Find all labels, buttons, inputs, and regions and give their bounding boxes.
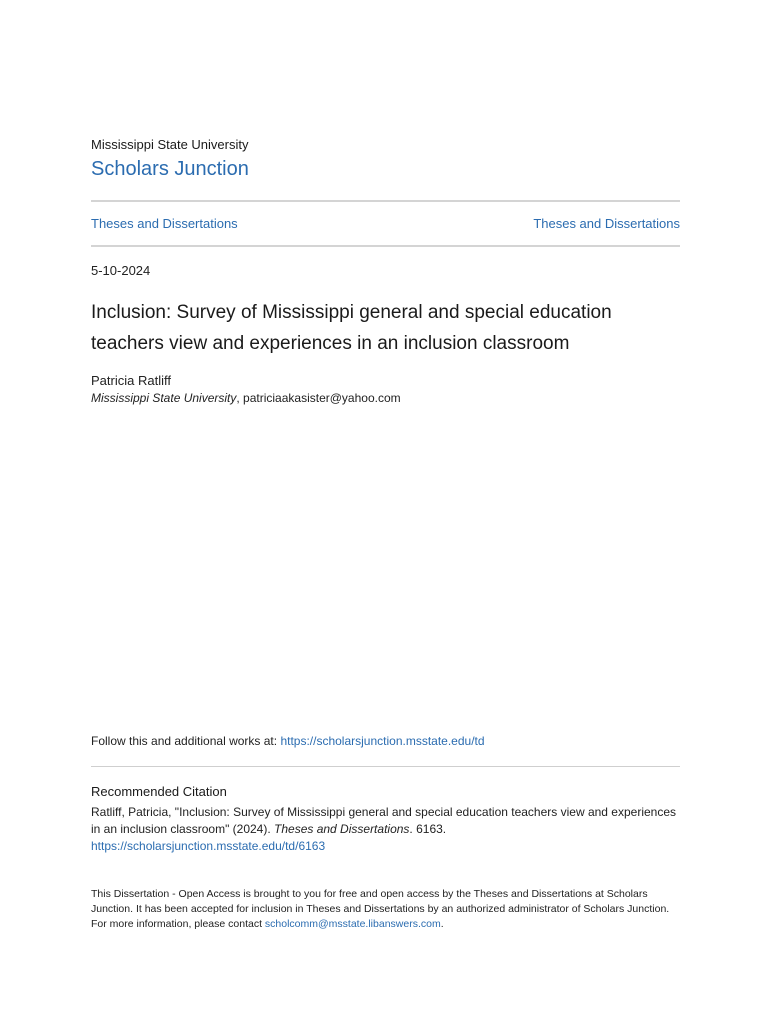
author-name: Patricia Ratliff [91,373,171,388]
affiliation-institution: Mississippi State University [91,391,237,405]
collection-divider [91,245,680,247]
citation-divider [91,766,680,767]
citation-body: Ratliff, Patricia, "Inclusion: Survey of Mississippi general and special education teachers view and experiences in an inclusion classroom" (2024). [91,805,677,836]
publication-date: 5-10-2024 [91,263,151,278]
follow-label: Follow this and additional works at: [91,734,281,748]
citation-number: . 6163. [409,822,447,836]
access-notice [91,887,680,932]
collection-link-left[interactable]: Theses and Dissertations [91,216,238,231]
citation-heading: Recommended Citation [91,784,227,799]
notice-end: . [440,918,444,930]
citation-text [91,804,680,855]
document-title: Inclusion: Survey of Mississippi general and special education teachers view and experiences in an inclusion classroom [91,302,612,354]
notice-body: This Dissertation - Open Access is brought to you for free and open access by the Theses and Dissertations at Scholars Junction. It has been accepted for inclusion in Theses and Dissertations by an authorized administrator of Scholars Junction. For more information, please contact [91,888,670,930]
follow-works [91,734,485,748]
author-affiliation [91,391,401,405]
contact-email-link[interactable]: scholcomm@msstate.libanswers.com [264,918,441,930]
citation-series: Theses and Dissertations [274,822,410,836]
cover-page [91,0,680,1024]
institution-name: Mississippi State University [91,137,249,152]
collection-link-right[interactable]: Theses and Dissertations [533,216,680,231]
top-divider [91,200,680,202]
author-email: , patriciaakasister@yahoo.com [236,391,401,405]
follow-url-link[interactable]: https://scholarsjunction.msstate.edu/td [280,734,485,748]
repository-link[interactable]: Scholars Junction [91,158,249,180]
citation-url-link[interactable]: https://scholarsjunction.msstate.edu/td/6163 [91,839,326,853]
